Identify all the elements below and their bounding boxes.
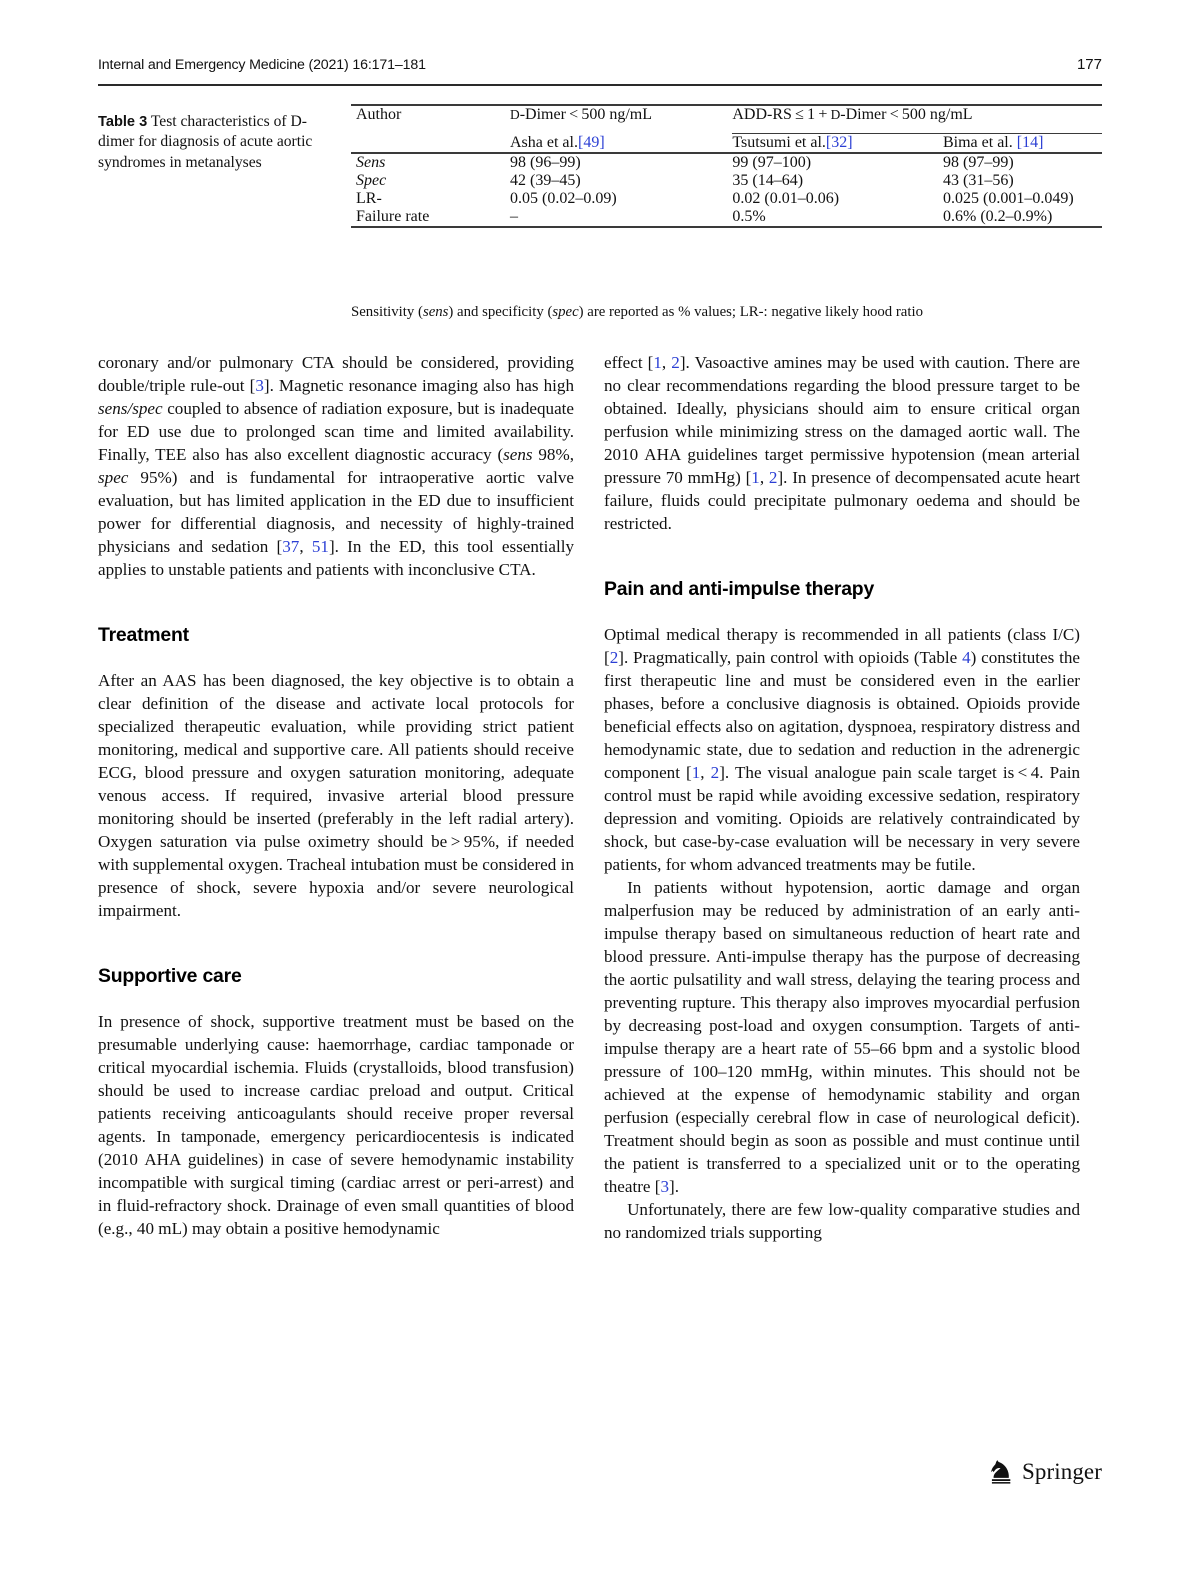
heading-supportive-care: Supportive care	[98, 964, 242, 987]
table-row	[351, 172, 1102, 190]
body-column-right	[604, 352, 1080, 1245]
spacer	[604, 536, 1080, 576]
p1-b: ]. Magnetic resonance imaging also has high	[263, 375, 574, 395]
note-sens-italic: sens	[422, 304, 449, 320]
row-label-spec: Spec	[356, 172, 387, 189]
study-bima-name: Bima et al.	[942, 134, 1017, 151]
r1-e: ]. In presence of decompensated acute heart failure, fluids could precipitate pulmonary oedema and should be restricted.	[604, 467, 1080, 533]
paragraph-optimal-therapy	[604, 624, 1080, 877]
citation-ref-37[interactable]: 37	[282, 536, 300, 556]
table-3	[351, 104, 1102, 228]
cell-spec-asha: 42 (39–45)	[510, 172, 581, 189]
p1-c: coupled to absence of radiation exposure, but is inadequate for ED use due to prolonged scan time and limited availability. Finally, TEE also has also excellent diagnostic accuracy (	[98, 398, 574, 464]
page-number: 177	[1076, 56, 1102, 73]
cell-sens-tsutsumi: 99 (97–100)	[732, 154, 812, 171]
citation-ref-49[interactable]: [49]	[577, 134, 605, 151]
citation-ref-2[interactable]: 2	[671, 353, 680, 372]
citation-ref-1c[interactable]: 1	[691, 762, 701, 782]
group-header-ddimer	[510, 105, 732, 134]
paragraph-unfortunately: Unfortunately, there are few low-quality comparative studies and no randomized trials supporting	[604, 1199, 1080, 1242]
cell-failure-bima: 0.6% (0.2–0.9%)	[942, 208, 1053, 225]
cell-lr-asha: 0.05 (0.02–0.09)	[510, 190, 617, 207]
spacer	[98, 648, 574, 670]
cell-lr-bima: 0.025 (0.001–0.049)	[942, 190, 1074, 207]
citation-ref-2b[interactable]: 2	[768, 467, 778, 487]
p1-e: 95%) and is fundamental for intraoperative aortic valve evaluation, but has limited application in the ED due to insufficient power for differential diagnosis, and necessity of highly-trained physicians and sedation [	[98, 467, 574, 556]
citation-ref-32[interactable]: [32]	[825, 134, 853, 151]
addrs-threshold: -Dimer < 500 ng/mL	[840, 106, 973, 123]
note-part-b: ) and specificity (	[448, 304, 553, 320]
r2-a: Optimal medical therapy is recommended in all patients (class I/C) [	[604, 624, 1080, 667]
p1-f: ,	[299, 536, 312, 556]
paragraph-vasoactive	[604, 352, 1080, 536]
heading-pain-anti-impulse: Pain and anti-impulse therapy	[604, 577, 875, 600]
table-caption-text: Test characteristics of D-dimer for diagnosis of acute aortic syndromes in metanalyses	[98, 113, 313, 171]
cell-failure-asha: –	[510, 208, 518, 225]
row-label-lr: LR-	[356, 190, 382, 207]
cell-sens-asha: 98 (96–99)	[510, 154, 581, 171]
p1-g: ]. In the ED, this tool essentially applies to unstable patients and patients with inconclusive CTA.	[98, 536, 575, 579]
note-spec-italic: spec	[552, 304, 579, 320]
journal-citation: Internal and Emergency Medicine (2021) 16:171–181	[98, 57, 426, 73]
citation-ref-3b[interactable]: 3	[660, 1176, 670, 1196]
citation-ref-2c[interactable]: 2	[609, 647, 619, 667]
table-header-row-group	[351, 105, 1102, 134]
r1-d: ,	[759, 467, 769, 487]
table-caption	[98, 112, 330, 173]
table-row	[351, 208, 1102, 227]
study-asha-name: Asha et al.	[510, 134, 578, 151]
citation-ref-3[interactable]: 3	[255, 375, 264, 395]
row-label-sens: Sens	[356, 154, 386, 171]
study-bima	[943, 134, 1102, 153]
spacer	[98, 989, 574, 1011]
ddimer-threshold: -Dimer < 500 ng/mL	[519, 106, 653, 123]
study-tsutsumi-name: Tsutsumi et al.	[732, 134, 826, 151]
table-wrapper	[351, 104, 1102, 228]
citation-ref-2d[interactable]: 2	[710, 762, 720, 782]
table-ref-4[interactable]: 4	[962, 647, 971, 667]
note-part-a: Sensitivity (	[351, 304, 423, 320]
citation-ref-1b[interactable]: 1	[751, 467, 760, 487]
table-footnote	[351, 304, 1111, 321]
table-row	[351, 190, 1102, 208]
note-part-c: ) are reported as % values; LR-: negative likely hood ratio	[578, 304, 923, 320]
paragraph-cta-imaging	[98, 352, 574, 582]
group-header-addrs-underline	[732, 106, 1102, 134]
row-label-failure: Failure rate	[356, 208, 430, 225]
study-tsutsumi	[732, 134, 943, 153]
paragraph-treatment: After an AAS has been diagnosed, the key objective is to obtain a clear definition of the disease and activate local protocols for specialized therapeutic evaluation, while providing strict patient monitoring, medical and supportive care. All patients should receive ECG, blood pressure and oxygen saturation monitoring, adequate venous access. If required, invasive arterial blood pressure monitoring should be inserted (preferably in the left radial artery). Oxygen saturation via pulse oximetry should be > 95%, if needed with supplemental oxygen. Tracheal intubation must be considered in presence of shock, severe hypoxia and/or severe neurological impairment.	[98, 670, 574, 920]
heading-treatment: Treatment	[98, 623, 189, 646]
cell-failure-tsutsumi: 0.5%	[732, 208, 766, 225]
table-row	[351, 153, 1102, 172]
citation-ref-51[interactable]: 51	[311, 536, 329, 556]
springer-footer	[990, 1459, 1102, 1485]
table-label: Table 3	[98, 114, 148, 130]
cell-sens-bima: 98 (97–99)	[942, 154, 1014, 171]
paragraph-supportive-care: In presence of shock, supportive treatment must be based on the presumable underlying cause: haemorrhage, cardiac tamponade or critical myocardial ischemia. Fluids (crystalloids, blood transfusion) should be used to increase cardiac preload and output. Critical patients receiving anticoagulants should receive proper reversal agents. In tamponade, emergency pericardiocentesis is indicated (2010 AHA guidelines) in case of severe hemodynamic instability incompatible with surgical timing (cardiac arrest or peri-arrest) and in fluid-refractory shock. Drainage of even small quantities of blood (e.g., 40 mL) may obtain a positive hemodynamic	[98, 1011, 574, 1238]
p1-a: coronary and/or pulmonary CTA should be considered, providing double/triple rule-out [	[98, 353, 574, 395]
r2-c: ) constitutes the first therapeutic line and must be considered even in the earlier phases, before a conclusive diagnosis is obtained. Opioids provide beneficial effects also on agitation, dyspnoea, respiratory distress and hemodynamic state, due to sedation and reduction in the adrenergic component [	[604, 647, 1080, 782]
r1-b: ,	[661, 353, 672, 372]
spacer	[604, 602, 1080, 624]
r1-c: ]. Vasoactive amines may be used with caution. There are no clear recommendations regarding the blood pressure target to be obtained. Ideally, physicians should aim to ensure critical organ perfusion while minimizing stress on the damaged aortic wall. The 2010 AHA guidelines target permissive hypotension (mean arterial pressure 70 mmHg) [	[604, 353, 1080, 487]
addrs-smallcap-d: D	[830, 107, 841, 122]
p1-italic-sensspec: sens/spec	[98, 398, 163, 418]
r3-a: In patients without hypotension, aortic damage and organ malperfusion may be reduced by administration of an early anti-impulse therapy based on simultaneous reduction of heart rate and blood pressure. Anti-impulse therapy has the purpose of decreasing the aortic pulsatility and wall stress, delaying the tearing process and preventing rupture. This therapy also improves myocardial perfusion by decreasing post-load and oxygen consumption. Targets of anti-impulse therapy are a heart rate of 55–66 bpm and a systolic blood pressure of 100–120 mmHg, within minutes. This should not be achieved at the expense of hemodynamic stability and organ perfusion (especially cerebral flow in case of neurological deficit). Treatment should begin as soon as possible and must continue until the patient is transferred to a specialized unit or to the operating theatre [	[604, 877, 1080, 1196]
table-bottom-rule-row	[351, 227, 1102, 228]
spacer	[98, 582, 574, 622]
cell-lr-tsutsumi: 0.02 (0.01–0.06)	[732, 190, 840, 207]
group-header-addrs-ddimer	[732, 105, 1102, 134]
cell-spec-tsutsumi: 35 (14–64)	[732, 172, 804, 189]
body-column-left	[98, 352, 574, 1241]
r1-a: effect [	[604, 353, 654, 372]
p1-italic-spec: spec	[98, 467, 129, 487]
springer-knight-logo-icon	[990, 1459, 1013, 1485]
column-header-author: Author	[356, 106, 402, 123]
publisher-name: Springer	[1021, 1459, 1102, 1484]
header-rule	[98, 84, 1102, 86]
paragraph-anti-impulse	[604, 877, 1080, 1199]
cell-spec-bima: 43 (31–56)	[942, 172, 1014, 189]
r2-e: ]. The visual analogue pain scale target is < 4. Pain control must be rapid while avoiding excessive sedation, respiratory depression and vomiting. Opioids are relatively contraindicated by shock, but case-by-case evaluation will be necessary in very severe patients, for whom advanced treatments may be futile.	[604, 762, 1081, 874]
ddimer-smallcap-d: D	[510, 107, 520, 122]
p1-italic-sens: sens	[503, 444, 533, 464]
spacer	[98, 923, 574, 963]
citation-ref-14[interactable]: [14]	[1016, 134, 1044, 151]
running-head	[98, 56, 1102, 73]
study-asha	[510, 134, 732, 153]
r2-b: ]. Pragmatically, pain control with opioids (Table	[618, 647, 963, 667]
r2-d: ,	[700, 762, 711, 782]
p1-d: 98%,	[532, 444, 574, 464]
r3-b: ].	[669, 1176, 679, 1196]
addrs-prefix: ADD-RS ≤ 1 +	[732, 106, 831, 123]
citation-ref-1[interactable]: 1	[653, 353, 662, 372]
